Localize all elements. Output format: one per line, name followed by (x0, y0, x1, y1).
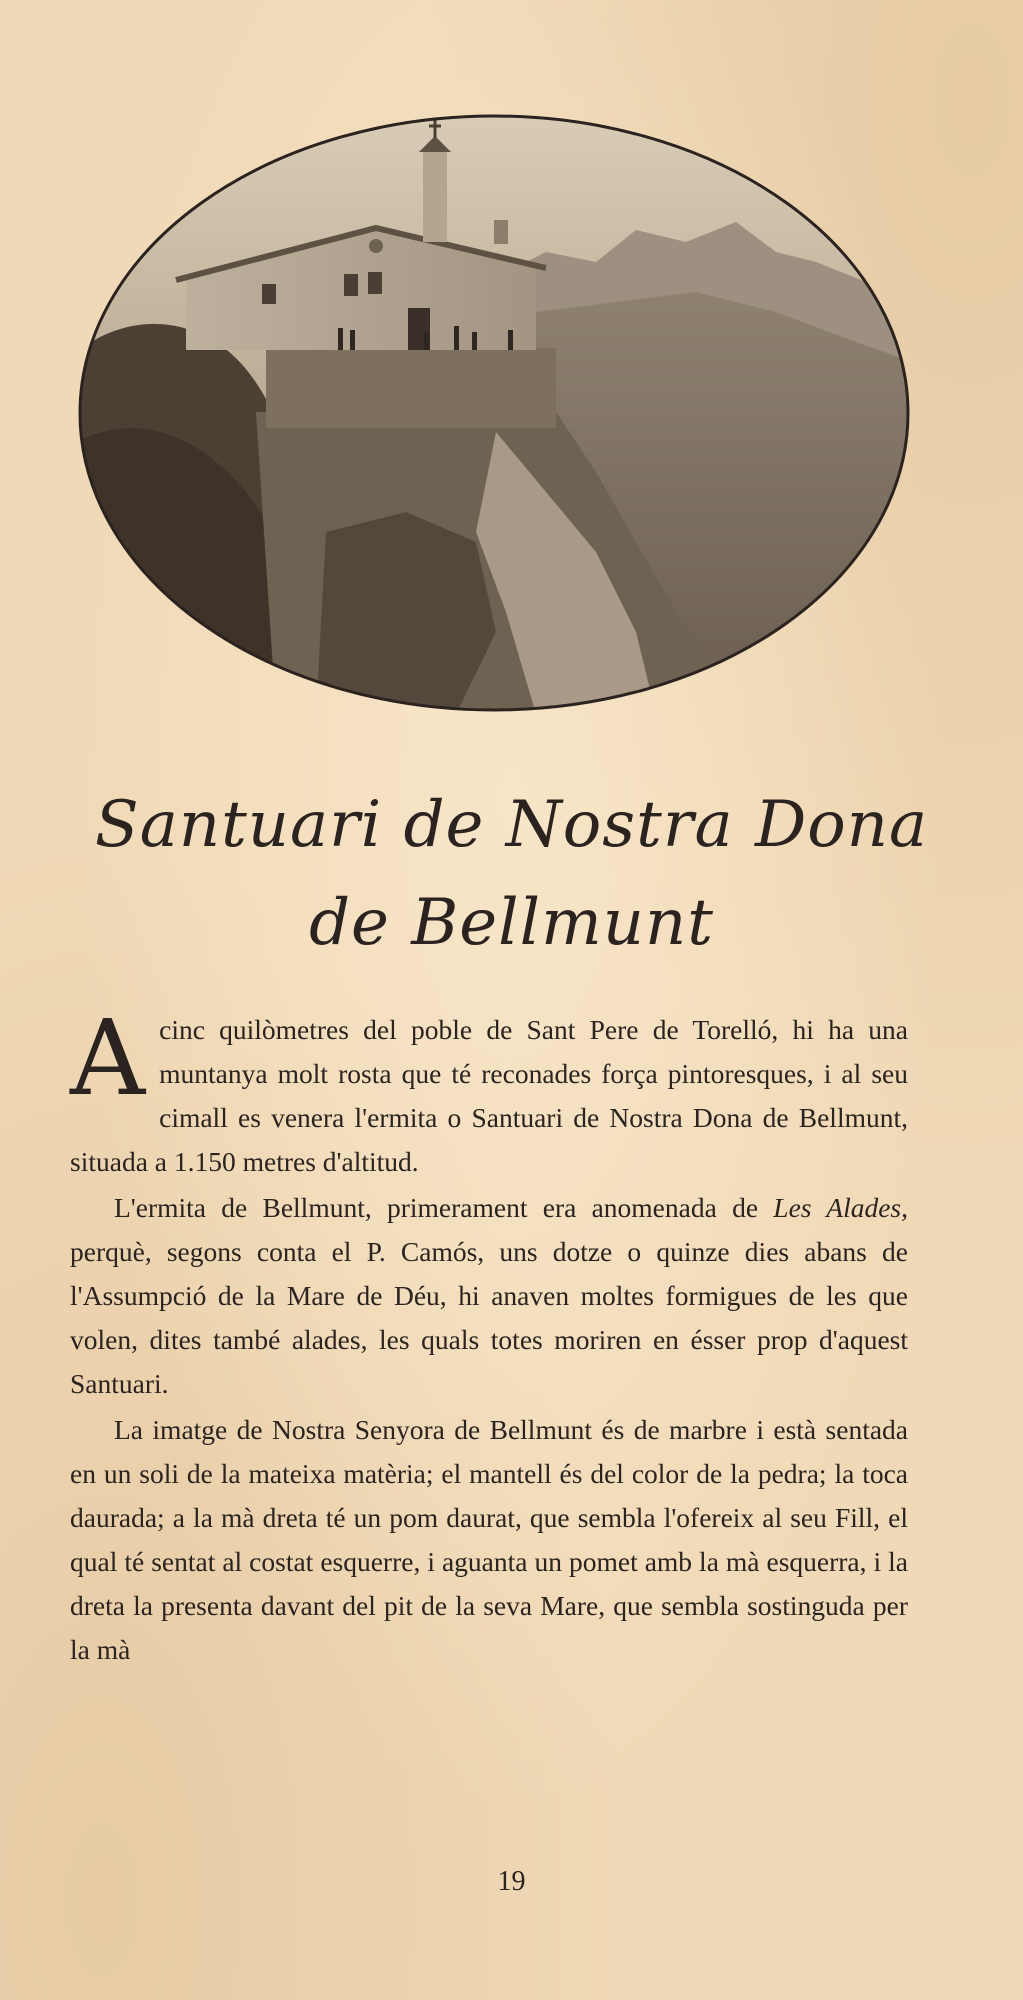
paragraph-2 (70, 1186, 908, 1406)
page-title (60, 776, 963, 972)
page-title-line-1: Santuari de Nostra Dona (94, 788, 929, 862)
paragraph-2-text-after: perquè, segons conta el P. Camós, uns dotze o quinze dies abans de l'Assumpció de la Mare de Déu, hi anaven moltes formigues de les que volen, dites també alades, les quals totes moriren en ésser prop d'aquest Santuari. (70, 1236, 908, 1399)
sanctuary-photo-icon (76, 112, 912, 714)
drop-cap: A (70, 997, 146, 1119)
page-title-line-2: de Bellmunt (309, 886, 714, 960)
paragraph-3-text: La imatge de Nostra Senyora de Bellmunt és de marbre i està sentada en un soli de la mateixa matèria; el mantell és del color de la pedra; la toca daurada; a la mà dreta té un pom daurat, que sembla l'ofereix al seu Fill, el qual té sentat al costat esquerre, i aguanta un pomet amb la mà esquerra, i la dreta la presenta davant del pit de la seva Mare, que sembla sostinguda per la mà (70, 1414, 908, 1665)
paragraph-2-text-before: L'ermita de Bellmunt, primerament era anomenada de (114, 1192, 774, 1223)
article-body (70, 997, 908, 1674)
paragraph-2-italic-text: Les Alades, (773, 1192, 908, 1223)
paragraph-1-text: cinc quilòmetres del poble de Sant Pere de Torelló, hi ha una muntanya molt rosta que té reconades força pintoresques, i al seu cimall es venera l'ermita o Santuari de Nostra Dona de Bellmunt, situada a 1.150 metres d'altitud. (70, 1014, 908, 1177)
paragraph-3 (70, 1408, 908, 1672)
page-number: 19 (497, 1866, 526, 1897)
paragraph-1 (70, 997, 908, 1184)
